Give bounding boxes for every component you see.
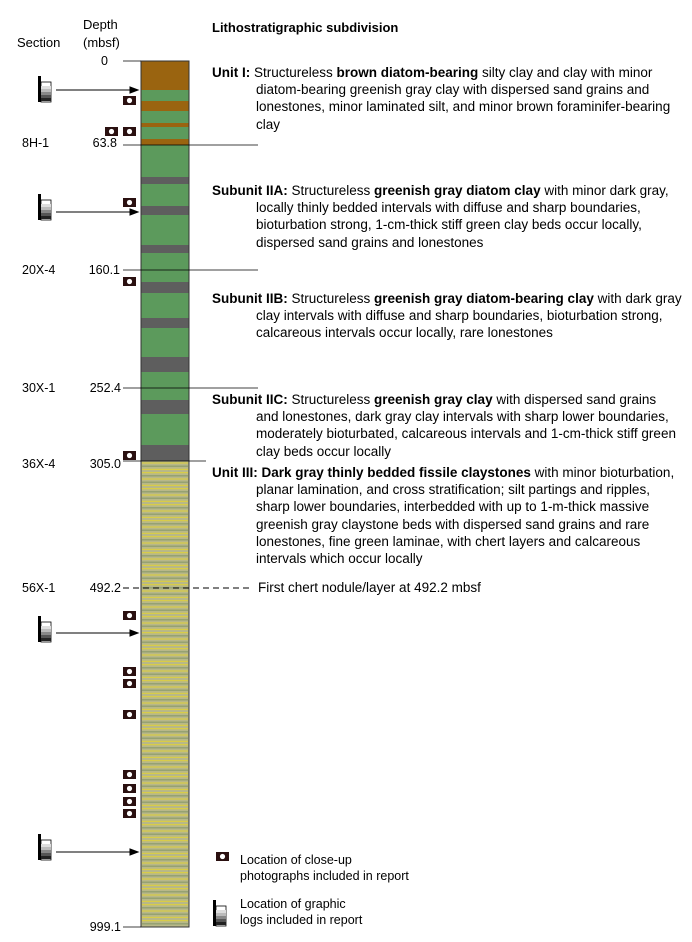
green-band: [141, 90, 189, 101]
unit-name: Subunit IIC:: [212, 392, 288, 407]
arrow: [56, 209, 138, 215]
camera-icon: [123, 809, 136, 818]
subunit-2b-description: Subunit IIB: Structureless greenish gray diatom-bearing clay with dark gray clay intervals with diffuse and sharp boundaries, bioturbation strong, calcareous intervals occur locally, rare lonestones: [212, 291, 682, 341]
camera-icon: [123, 96, 136, 105]
unit-3-description: Unit III: Dark gray thinly bedded fissile claystones with minor bioturbation, planar lamination, and cross stratification; silt partings and ripples, sharp lower boundaries, interbedded with up to 1-m-thick massive greenish gray claystone beds with dispersed sand grains and rare lonestones, fine green laminae, with chert layers and calcareous intervals which occur locally: [212, 465, 675, 567]
depth-label-top: 0: [101, 54, 108, 68]
green-band: [141, 111, 189, 123]
depth-label-bottom: 999.1: [89, 920, 121, 934]
legend-log-label-2: logs included in report: [240, 913, 363, 927]
section-label: 36X-4: [22, 457, 56, 471]
dark-gray-band: [141, 400, 189, 414]
dark-gray-band: [141, 177, 189, 184]
legend-photo-label-2: photographs included in report: [240, 869, 409, 883]
depth-label: 305.0: [89, 457, 121, 471]
figure-title: Lithostratigraphic subdivision: [212, 20, 399, 35]
camera-icon: [123, 611, 136, 620]
unit-name: Unit I:: [212, 65, 251, 80]
section-column-header: Section: [17, 35, 61, 50]
depth-column-header: Depth: [83, 17, 118, 32]
legend-log-label-1: Location of graphic: [240, 897, 346, 911]
green-band: [141, 127, 189, 139]
graphic-log-icon: [38, 194, 51, 220]
dark-gray-band: [141, 245, 189, 253]
camera-icon: [105, 127, 118, 136]
legend-photo-label-1: Location of close-up: [240, 853, 352, 867]
depth-label: 492.2: [89, 581, 121, 595]
subunit-2a-description: Subunit IIA: Structureless greenish gray diatom clay with minor dark gray, locally thinly bedded intervals with diffuse and sharp boundaries, bioturbation strong, 1-cm-thick stiff green clay beds occur locally, dispersed sand grains and lonestones: [212, 183, 669, 250]
section-label: 56X-1: [22, 581, 56, 595]
camera-icon: [123, 784, 136, 793]
dark-gray-band: [141, 282, 189, 293]
unit-name: Unit III:: [212, 465, 258, 480]
camera-icon: [123, 770, 136, 779]
arrow: [56, 630, 138, 636]
section-label: 8H-1: [22, 136, 50, 150]
depth-unit-label: (mbsf): [83, 35, 120, 50]
unit-name: Subunit IIA:: [212, 183, 288, 198]
section-label: 30X-1: [22, 381, 56, 395]
unit-name: Subunit IIB:: [212, 291, 288, 306]
depth-label: 63.8: [92, 136, 117, 150]
unit-1-description: Unit I: Structureless brown diatom-bearing silty clay and clay with minor diatom-bearing greenish gray clay with dispersed sand grains and lonestones, minor laminated silt, and minor brown foraminifer-bearing clay: [212, 65, 671, 132]
camera-icon: [123, 797, 136, 806]
dark-gray-band: [141, 318, 189, 328]
depth-label: 252.4: [89, 381, 121, 395]
graphic-log-icon: [38, 616, 51, 642]
section-label: 20X-4: [22, 263, 56, 277]
legend-graphic-log-icon: [213, 900, 226, 926]
dark-gray-band: [141, 206, 189, 215]
camera-icon: [123, 451, 136, 460]
camera-icon: [123, 198, 136, 207]
subunit-2c-description: Subunit IIC: Structureless greenish gray clay with dispersed sand grains and lonestones, dark gray clay intervals with sharp lower boundaries, moderately bioturbated, calcareous intervals and 1-cm-thick stiff green clay beds occur locally: [212, 392, 676, 459]
legend-camera-icon: [216, 852, 229, 861]
camera-icon: [123, 710, 136, 719]
camera-icon: [123, 679, 136, 688]
dark-gray-band: [141, 445, 189, 461]
chert-note: First chert nodule/layer at 492.2 mbsf: [258, 580, 481, 595]
depth-label: 160.1: [88, 263, 120, 277]
camera-icon: [123, 667, 136, 676]
camera-icon: [123, 127, 136, 136]
graphic-log-icon: [38, 76, 51, 102]
arrow: [56, 87, 138, 93]
camera-icon: [123, 277, 136, 286]
graphic-log-icon: [38, 834, 51, 860]
arrow: [56, 849, 138, 855]
dark-gray-band: [141, 357, 189, 372]
